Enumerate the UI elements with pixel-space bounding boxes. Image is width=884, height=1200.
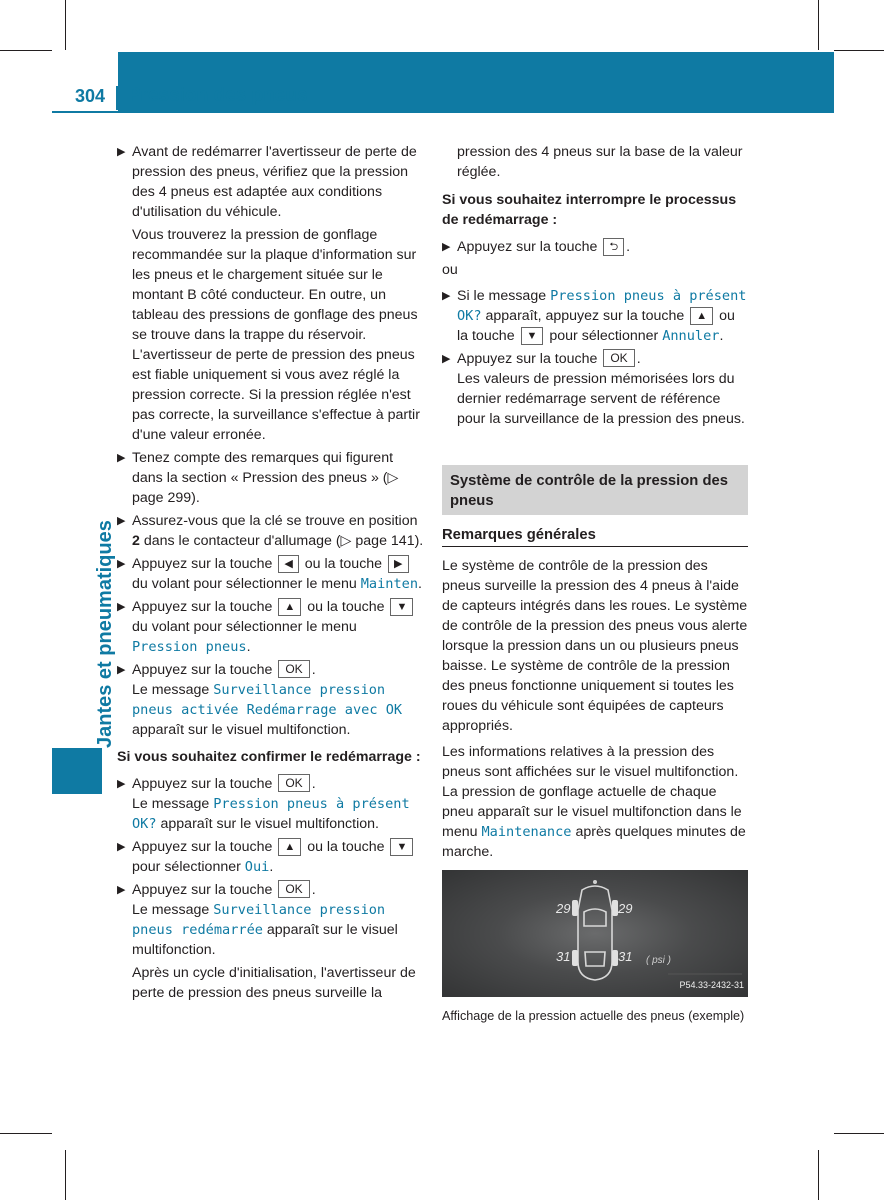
item-text: ou la touche (307, 599, 385, 615)
down-key-icon: ▼ (521, 327, 544, 345)
crop-mark (65, 1150, 66, 1200)
figure-reference: P54.33-2432-31 (679, 980, 744, 990)
side-tab-label: Jantes et pneumatiques (94, 520, 116, 748)
punctuation: . (311, 776, 316, 792)
punctuation: . (311, 662, 316, 678)
item-text: ou la touche (457, 308, 735, 344)
front-right-pressure: 29 (618, 901, 633, 916)
section-subheading: Remarques générales (442, 525, 748, 547)
item-text: dans le contacteur d'allumage (▷ page 141). (139, 533, 424, 549)
item-text: Appuyez sur la touche (132, 599, 273, 615)
page-number: 304 (75, 86, 106, 106)
list-item (442, 349, 748, 429)
bullet-arrow-icon: ▶ (117, 841, 126, 853)
left-key-icon: ◀ (278, 555, 298, 573)
item-text: pour sélectionner (549, 328, 659, 344)
paragraph: Vous trouverez la pression de gonflage recommandée sur la plaque d'information sur les pneus et le chargement située sur le montant B côté conducteur. En outre, un tableau des pressions de gonflage des pneus se trouve dans la trappe du réservoir. L'avertisseur de perte de pression des pneus est fiable uniquement si vous avez réglé la pression correcte. Si la pression réglée n'est pas correcte, la surveillance s'effectue à partir d'une valeur erronée. (132, 227, 420, 443)
bullet-arrow-icon: ▶ (117, 558, 126, 570)
item-text: ou la touche (304, 556, 383, 572)
list-item (117, 597, 424, 657)
list-item (117, 142, 424, 222)
bullet-arrow-icon: ▶ (117, 515, 126, 527)
left-column (117, 142, 424, 1006)
item-text: du volant pour sélectionner le menu (132, 619, 357, 635)
ok-key-icon: OK (278, 880, 309, 898)
list-item (442, 237, 748, 257)
ok-key-icon: OK (278, 660, 309, 678)
rear-right-pressure: 31 (618, 949, 633, 964)
item-text: apparaît, appuyez sur la touche (485, 308, 685, 324)
bullet-arrow-icon: ▶ (442, 290, 451, 302)
subheading: Si vous souhaitez interrompre le processus de redémarrage : (442, 192, 737, 228)
list-item (117, 837, 424, 877)
item-text: Appuyez sur la touche (132, 839, 273, 855)
item-text: Appuyez sur la touche (132, 556, 273, 572)
item-text: apparaît sur le visuel multifonction. (132, 922, 398, 958)
punctuation: . (269, 859, 274, 875)
bullet-arrow-icon: ▶ (117, 452, 126, 464)
menu-name: Maintenance (481, 824, 572, 840)
list-item (117, 880, 424, 960)
item-text: Avant de redémarrer l'avertisseur de perte de pression des pneus, vérifiez que la pression des 4 pneus est adaptée aux conditions d'utilisation du véhicule. (132, 144, 417, 220)
punctuation: . (246, 639, 251, 655)
menu-name: Pression pneus (132, 639, 247, 655)
display-message: Pression pneus à présent OK? (457, 288, 747, 324)
item-text: Appuyez sur la touche (132, 662, 273, 678)
pressure-unit: ( psi ) (646, 955, 671, 966)
bullet-arrow-icon: ▶ (117, 146, 126, 158)
crop-mark (818, 0, 819, 50)
subheading: Si vous souhaitez confirmer le redémarrage : (117, 749, 421, 765)
item-text: Les valeurs de pression mémorisées lors du dernier redémarrage servent de référence pour la surveillance de la pression des pneus. (457, 371, 745, 427)
menu-name: Mainten (360, 576, 419, 592)
item-text: Assurez-vous que la clé se trouve en position (132, 513, 418, 529)
item-text: Appuyez sur la touche (132, 776, 273, 792)
item-text: apparaît sur le visuel multifonction. (132, 722, 351, 738)
paragraph: Après un cycle d'initialisation, l'avertisseur de perte de pression des pneus surveille la (132, 965, 416, 1001)
crop-mark (0, 50, 52, 51)
bullet-arrow-icon: ▶ (117, 601, 126, 613)
side-tab (52, 748, 102, 794)
key-position: 2 (132, 533, 140, 549)
rear-left-pressure: 31 (556, 949, 571, 964)
item-text: apparaît sur le visuel multifonction. (160, 816, 379, 832)
paragraph (442, 742, 748, 862)
list-item (117, 554, 424, 594)
right-column (442, 142, 748, 1025)
punctuation: . (719, 328, 724, 344)
item-text: Appuyez sur la touche (132, 882, 273, 898)
punctuation: . (636, 351, 641, 367)
right-key-icon: ▶ (388, 555, 408, 573)
list-item (117, 774, 424, 834)
punctuation: . (311, 882, 316, 898)
item-text: pour sélectionner (132, 859, 241, 875)
figure-caption: Affichage de la pression actuelle des pneus (exemple) (442, 1009, 745, 1023)
paragraph: pression des 4 pneus sur la base de la valeur réglée. (457, 144, 743, 180)
up-key-icon: ▲ (690, 307, 713, 325)
front-left-pressure: 29 (556, 901, 571, 916)
tire-pressure-display-image (442, 870, 748, 997)
down-key-icon: ▼ (390, 838, 413, 856)
punctuation: . (418, 576, 422, 592)
display-message: Surveillance pression pneus activée Redémarrage avec OK (132, 682, 403, 718)
bullet-arrow-icon: ▶ (117, 778, 126, 790)
back-key-icon: ⮌ (603, 238, 624, 256)
page-title: Pression des pneus (128, 85, 308, 106)
list-item (117, 660, 424, 740)
paragraph: Le système de contrôle de la pression des pneus surveille la pression des 4 pneus à l'aide de capteurs intégrés dans les roues. Le système de contrôle de la pression des pneus vous alerte lorsque la pression dans un ou plusieurs pneus baisse. Le système de contrôle de la pression des pneus fonctionne uniquement si toutes les roues du véhicule sont équipées de capteurs appropriés. (442, 558, 748, 734)
list-item (442, 286, 748, 346)
item-text: Le message (132, 902, 210, 918)
section-heading: Système de contrôle de la pression des pneus (442, 465, 748, 515)
punctuation: . (626, 239, 631, 255)
item-text: ou la touche (307, 839, 385, 855)
header-divider (116, 86, 118, 110)
up-key-icon: ▲ (278, 838, 301, 856)
down-key-icon: ▼ (390, 598, 413, 616)
crop-mark (834, 50, 884, 51)
header-rule (52, 111, 834, 113)
ok-key-icon: OK (603, 349, 634, 367)
bullet-arrow-icon: ▶ (117, 884, 126, 896)
paragraph-text: après quelques minutes de marche. (442, 824, 746, 860)
item-text: du volant pour sélectionner le menu (132, 576, 357, 592)
crop-mark (0, 1133, 52, 1134)
ok-key-icon: OK (278, 774, 309, 792)
list-item (117, 511, 424, 551)
paragraph-text: Les informations relatives à la pression des pneus sont affichées sur le visuel multifonction. La pression de gonflage actuelle de chaque pneu apparaît sur le visuel multifonction dans le menu (442, 744, 742, 840)
item-text: Appuyez sur la touche (457, 351, 598, 367)
bullet-arrow-icon: ▶ (442, 353, 451, 365)
item-text: Appuyez sur la touche (457, 239, 598, 255)
crop-mark (65, 0, 66, 50)
bullet-arrow-icon: ▶ (442, 241, 451, 253)
bullet-arrow-icon: ▶ (117, 664, 126, 676)
list-item (117, 448, 424, 508)
item-text: Le message (132, 682, 210, 698)
up-key-icon: ▲ (278, 598, 301, 616)
menu-option: Annuler (662, 328, 720, 344)
crop-mark (834, 1133, 884, 1134)
crop-mark (818, 1150, 819, 1200)
item-text: Le message (132, 796, 210, 812)
menu-option: Oui (244, 859, 270, 875)
or-text: ou (442, 262, 458, 278)
item-text: Si le message (457, 288, 547, 304)
display-message: Pression pneus à présent OK? (132, 796, 410, 832)
item-text: Tenez compte des remarques qui figurent dans la section « Pression des pneus » (▷ page 299). (132, 450, 399, 506)
display-message: Surveillance pression pneus redémarrée (132, 902, 386, 938)
